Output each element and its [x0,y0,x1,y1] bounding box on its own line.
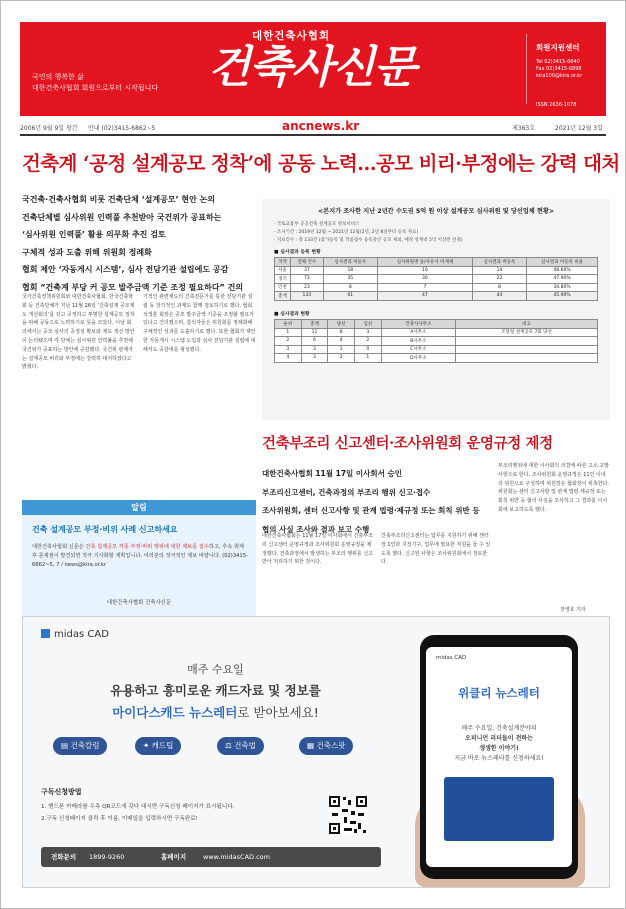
table-cell: C사무소 [381,345,455,354]
article2-subheads [262,465,482,539]
pill-architecture-spot[interactable] [299,737,353,755]
ad-category-pills [53,737,383,755]
table-cell: 8 [323,283,377,292]
pill-architecture-column[interactable] [53,737,107,755]
table-meta: · 지표건수 : 총 133건 (참가등록 및 작품접수 등록중인 공모 제외, 예정 설계비 5억 이상만 선정) [274,238,463,243]
table-cell: 8 [328,328,355,337]
table-meta: · 조사기간 : 2019년 12월 ~ 2021년 12월(2년, 2년 8일부터 등록 자료) [274,230,419,235]
registration-table [274,257,598,301]
table-cell: A사무소 [381,328,455,337]
notice-title: 건축 설계공모 부정·비위 사례 신고하세요 [32,525,178,534]
notice-bar: 알림 [22,500,256,515]
subhead: 구체적 성과 도출 위해 위원회 정례화 [22,247,152,257]
article2-body-col3: 부조리행위에 대한 이사회의 의결에 따른 고소·고발 사항으로 한다. 조사위원회 운영규정은 11인 이내의 위원으로 구성하며 위원장은 협회장이 위촉한다. 위원회는 센터 신고사항 및 관계 법령·제규정 또는 회칙 위반 등 협의 사실을 조사하고 그 결과를 이사회에 보고하도록 했다. [498,463,609,513]
ad-brand-label: midas CAD [54,629,109,640]
ad-line3 [23,703,408,721]
table-header: 순위 [275,320,302,329]
phone-line3: 생생한 이야기! [479,745,519,752]
subscribe-step1: 1. 핸드폰 카메라를 우측 QR코드에 갖다 대시면 구독신청 페이지가 표시됩니다. [41,804,235,810]
pill-label: 캐드팁 [151,741,174,750]
subhead: 대한건축사협회 11월 17일 이사회서 승인 [262,469,402,478]
issn: ISSN 2636-1078 [536,102,577,108]
subhead: 조사위원회, 센터 신고사항 및 관계 법령·제규정 또는 회칙 위반 등 [262,506,480,516]
article2-body-col1: 대한건축사협회는 11월 17일 이사회에서 건축부조리 신고센터 운영규정과 조사위원회 운영규정을 제정했다. 건축과정에서 발생하는 부조리 행위를 신고받아 처리하기 위한 것이다. [262,533,373,566]
article2-byline: 장영호 기자 [560,607,586,613]
masthead-slogan: 국민의 행복한 삶 [32,73,84,81]
gavel-icon: ⚖ [225,741,235,750]
article1-body-left: 국가건축정책위원회와 대한건축사협회, 한국건축학회 등 건축단체가 지난 11월 26일 ‘건축설계 공모제도 개선회의’를 갖고 공정하고 투명한 설계공모 정착을 위해 공동으로 노력하기로 뜻을 모았다. 이날 회의에서는 공모 심사의 공정성 확보와 제도 개선 방안이 논의됐으며 각 단체는 심사위원 인력풀을 추천해 국건위가 공표하는 방안에 공감했다. 국건위 관계자는 설계공모 비리와 부정에는 강력히 대처하겠다고 밝혔다. [22,294,135,371]
member-center-label: 회원지원센터 [536,43,580,52]
masthead-divider [526,34,527,104]
table-row [275,354,598,363]
table-cell: 47.90% [527,275,598,284]
table-row [275,328,598,337]
table-cell [456,345,598,354]
table-header: 비고 [456,320,598,329]
phone-brand: midas CAD [436,655,467,661]
masthead-logo: 건축사신문 [208,42,416,93]
masthead [20,22,606,116]
table-title: <본지가 조사한 지난 2년간 수도권 5억 원 이상 설계공모 심사위원 및 당선업체 현황> [317,208,555,215]
table-cell: 1 [354,354,381,363]
table-cell: 3 [301,345,328,354]
table-cell: 34.80% [527,283,598,292]
table-cell: 44 [472,292,526,301]
midas-logo-icon [41,629,50,638]
table-cell [456,337,598,346]
subhead: 협회 “건축계 부당 커 공모 발주금액 기준 조정 필요하다” 건의 [22,282,244,292]
pill-cad-tip[interactable] [135,737,181,755]
phone-mockup [420,635,578,879]
table-cell: 37 [291,266,324,275]
results-table [274,319,598,363]
homepage-url[interactable]: www.midasCAD.com [203,853,270,861]
ad-line3-rest: 로 받아보세요! [237,705,319,720]
site-url[interactable]: ancnews.kr [282,119,360,133]
table-cell: 3 [275,345,302,354]
survey-table-figure [262,199,610,420]
issue-date: 2021년 12월 3일 [555,125,603,132]
phone-screen [426,647,572,867]
contact-phone[interactable]: 1899-9260 [89,853,125,861]
table-row [275,283,598,292]
table-cell: 30 [377,275,472,284]
table-cell: 총계 [275,292,291,301]
table-cell: 1 [275,328,302,337]
subhead: 건축단체별 심사위원 인력풀 추천받아 국건위가 공표하는 [22,212,222,222]
table-cell: 22 [472,275,526,284]
subhead: 협의 사실 조사와 결과 보고 수행 [262,524,370,534]
subhead: ‘심사위원 인력풀’ 활용 의무화 추진 검토 [22,230,166,239]
table-header: 입선 [354,320,381,329]
notice-body-rest: 하고, 추속 취재 후 문제점이 발견되면 적극 기사화할 계획입니다. 여러분의 적극적인 제보 바랍니다. (02)3415-6862~5, 7 / news@kira.or.kr [32,544,248,568]
table-header: 심사결과 미등록 비율 [527,258,598,267]
table-section-title: ■ 심사결과 현황 [274,312,310,317]
qr-code-icon[interactable] [328,795,368,835]
ad-brand [41,629,109,640]
table-cell: 8 [472,283,526,292]
table-cell: 0 [354,345,381,354]
table-row [275,266,598,275]
notice-body-lead: 대한건축사협회 신문은 [32,544,86,550]
phone-line1: 매주 수요일, 건축설계분야의 [461,725,537,732]
table-header: 심사결과 미등록 [472,258,526,267]
table-row [275,345,598,354]
midas-cad-ad[interactable] [22,616,610,888]
contact-info: 안내 (02)3415-6862~5 [88,125,156,132]
subhead: 협회 제안 ‘자동게시 시스템’, 심사 전담기관 설립에도 공감 [22,265,229,274]
main-headline: 건축계 ‘공정 설계공모 정착’에 공동 노력…공모 비리·부정에는 강력 대처 [22,152,620,175]
table-cell: 35 [323,275,377,284]
notice-signature: 대한건축사협회 건축사신문 [106,600,172,606]
table-cell: 3 [328,345,355,354]
table-header-row [275,258,598,267]
phone-title: 위클리 뉴스레터 [458,686,540,700]
notice-body [32,543,248,570]
bulb-icon: ✦ [143,741,152,750]
table-cell: 7 [377,283,472,292]
table-cell: 2 [354,337,381,346]
book-icon: ▤ [61,741,71,750]
masthead-org: 대한건축사협회 [252,30,331,42]
table-cell: D사무소 [381,354,455,363]
table-cell: 48.60% [527,266,598,275]
table-cell [456,354,598,363]
table-cell: 인천 [275,283,291,292]
ad-line3-highlight: 마이다스캐드 뉴스레터 [112,705,238,720]
tel-number: Tel 02)3415-6840 [536,59,580,65]
notice-body-highlight: 건축 설계공모 각종 부정·비위 행위에 대한 제보를 접수 [85,544,209,550]
table-cell: 61 [323,292,377,301]
contact-label: 전화문의 [51,853,77,861]
table-cell: 4 [328,337,355,346]
table-cell: 2 [328,354,355,363]
ad-contact-bar [41,847,381,867]
article1-body-right: 기적인 관련제도의 건축전문가를 통한 전담기관 설립 등 장기적인 과제도 함께 검토하기로 했다. 협회 석정훈 회장은 공모 발주금액 기준을 조정할 필요가 있다고 건의했으며, 참석자들은 위원회를 정례화해 구체적인 성과를 도출하기로 했다. 또한 협회가 제안한 자동게시 시스템 도입과 심사 전담기관 설립에 대해서도 공감대를 형성했다. [143,294,256,353]
table-section-title: ■ 심사결과 등록 현황 [274,250,321,255]
table-cell: B사무소 [381,337,455,346]
table-cell: 6 [301,337,328,346]
table-header: 당선 [328,320,355,329]
table-row [275,275,598,284]
table-cell: 서울 [275,266,291,275]
table-cell: 14 [472,266,526,275]
table-header: 심사위원명 등/사유서 미게재 [377,258,472,267]
article1-subheads [22,191,252,296]
pill-label: 건축법 [234,741,256,750]
table-meta: · 국토교통부 공공건축 설계공모 정보서비스 [274,222,360,227]
masthead-slogan-sub: 대한건축사협회 회원으로부터 시작됩니다 [32,84,159,92]
table-cell: 10 [377,266,472,275]
table-cell: 3 [301,354,328,363]
table-cell: 2 [275,337,302,346]
notice-box [22,500,256,616]
article2-headline: 건축부조리 신고센터·조사위원회 운영규정 제정 [262,435,553,452]
fax-number: Fax 02)3415-6898 [536,66,582,72]
table-cell: 4 [275,354,302,363]
table-header: 전체 건수 [291,258,324,267]
phone-line4: 지금 바로 뉴스레터를 신청하세요! [454,755,544,762]
table-cell: 경기 [275,275,291,284]
table-row-total [275,292,598,301]
newsletter-preview-image [444,777,554,841]
building-icon: ▦ [307,741,317,750]
table-header: 지역 [275,258,291,267]
table-header-row [275,320,598,329]
issue-number: 제363호 [512,125,536,132]
table-cell: 73 [291,275,324,284]
email-address: kira100@kira.or.kr [536,73,583,79]
pill-building-law[interactable] [217,737,264,755]
member-center-contacts [536,59,582,80]
founded-date: 2006년 9월 9일 창간 [20,125,78,132]
phone-line2: 오피니언 리더들이 전하는 [465,735,533,742]
subscribe-step2: 2.구독 신청페이지 클릭 후 이름, 이메일을 입력하시면 구독완료! [41,816,198,822]
issue-info-bar [20,118,606,136]
table-cell: 3 [354,328,381,337]
table-cell: 18 [323,266,377,275]
article2-body-col2: 건축부조리신고센터는 업무를 지원하기 위해 센터장 1인과 지정기구, 업무에 필요한 직원을 둘 수 있도록 했다. 신고된 사항은 조사위원회에서 검토한다. [381,533,491,566]
table-row [275,337,598,346]
table-cell: 47 [377,292,472,301]
pill-label: 건축스팟 [316,741,346,750]
table-cell: 45.90% [527,292,598,301]
homepage-label: 홈페이지 [161,853,187,861]
subhead: 부조리신고센터, 건축과정의 부조리 행위 신고·접수 [262,487,431,497]
subhead: 국건축·건축사협회 비롯 건축단체 ‘설계공모’ 현안 논의 [22,195,216,204]
ad-line2: 유용하고 흥미로운 캐드자료 및 정보를 [110,683,321,698]
table-cell: 133 [291,292,324,301]
table-cell: 23 [291,283,324,292]
table-cell: 11 [301,328,328,337]
table-header: 총계 [301,320,328,329]
table-header: 심사결과 미등록 [323,258,377,267]
table-header: 건축사사무소 [381,320,455,329]
pill-label: 건축칼럼 [70,741,100,750]
ad-line1: 매주 수요일 [187,663,244,676]
table-cell: 조달청 설계공모 7회 당선 [456,328,598,337]
subscribe-method-title: 구독신청방법 [41,788,82,796]
